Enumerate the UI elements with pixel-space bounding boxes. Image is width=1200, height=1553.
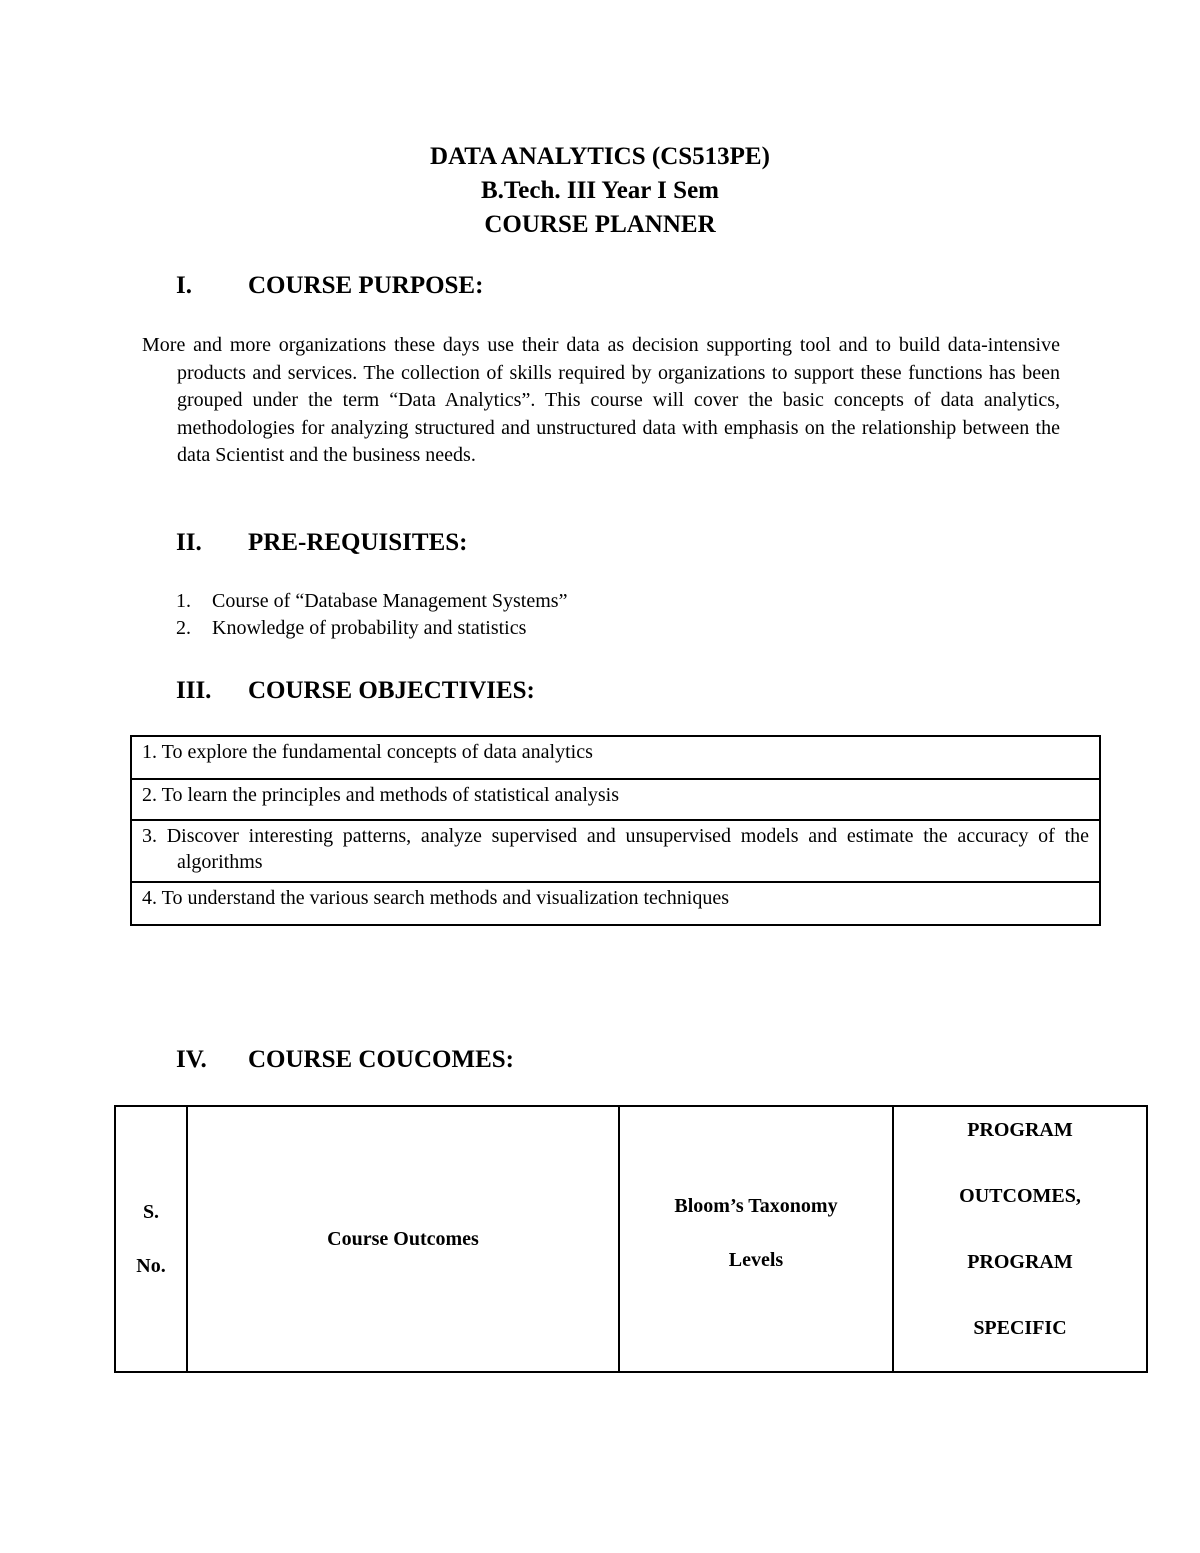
list-item-number: 1.: [176, 590, 191, 612]
header-text: S.: [142, 1201, 160, 1223]
header-cell-program-outcomes: [893, 1106, 1147, 1372]
prerequisites-list: [176, 588, 567, 642]
table-row: [131, 779, 1100, 820]
header-text: PROGRAM: [967, 1251, 1073, 1273]
table-row: [131, 882, 1100, 925]
table-row: [131, 820, 1100, 882]
table-row: [131, 736, 1100, 779]
objective-text: 3. Discover interesting patterns, analyze supervised and unsupervised models and estimate the accuracy of the algorithms: [142, 825, 1089, 873]
section-number: III.: [176, 677, 212, 704]
list-item-text: Course of “Database Management Systems”: [212, 590, 568, 612]
document-title-block: [0, 140, 1200, 242]
section-title: COURSE COUCOMES:: [248, 1046, 514, 1073]
header-text: No.: [136, 1255, 166, 1277]
list-item-number: 2.: [176, 617, 191, 639]
header-text: Bloom’s Taxonomy: [674, 1195, 838, 1217]
table-cell: 4. To understand the various search methods and visualization techniques: [131, 882, 1100, 925]
section-title: COURSE OBJECTIVIES:: [248, 677, 535, 704]
header-cell-course-outcomes: [187, 1106, 619, 1372]
header-cell-blooms-taxonomy: [619, 1106, 893, 1372]
course-semester: B.Tech. III Year I Sem: [481, 177, 719, 204]
outcomes-table: [114, 1105, 1148, 1373]
document-type-title: COURSE PLANNER: [484, 211, 716, 238]
header-text: Course Outcomes: [327, 1227, 479, 1250]
header-text: Levels: [728, 1249, 784, 1271]
section-number: I.: [176, 272, 192, 299]
list-item-text: Knowledge of probability and statistics: [212, 617, 527, 639]
objectives-table: [130, 735, 1101, 926]
section-title: PRE-REQUISITES:: [248, 529, 468, 556]
table-cell: 2. To learn the principles and methods of statistical analysis: [131, 779, 1100, 820]
header-text: OUTCOMES,: [959, 1185, 1081, 1207]
list-item: [176, 615, 567, 642]
course-purpose-paragraph: More and more organizations these days use their data as decision supporting tool and to build data-intensive products and services. The collection of skills required by organizations to support these functions has been grouped under the term “Data Analytics”. This course will cover the basic concepts of data analytics, methodologies for analyzing structured and unstructured data with emphasis on the relationship between the data Scientist and the business needs.: [142, 334, 1060, 466]
header-text: PROGRAM: [967, 1119, 1073, 1141]
list-item: [176, 588, 567, 615]
header-cell-sno: [115, 1106, 187, 1372]
section-title: COURSE PURPOSE:: [248, 272, 484, 299]
table-header-row: [115, 1106, 1147, 1372]
section-number: II.: [176, 529, 202, 556]
table-cell: [131, 820, 1100, 882]
table-cell: 1. To explore the fundamental concepts of data analytics: [131, 736, 1100, 779]
section-number: IV.: [176, 1046, 207, 1073]
header-text: SPECIFIC: [973, 1317, 1067, 1339]
course-title: DATA ANALYTICS (CS513PE): [430, 143, 770, 170]
